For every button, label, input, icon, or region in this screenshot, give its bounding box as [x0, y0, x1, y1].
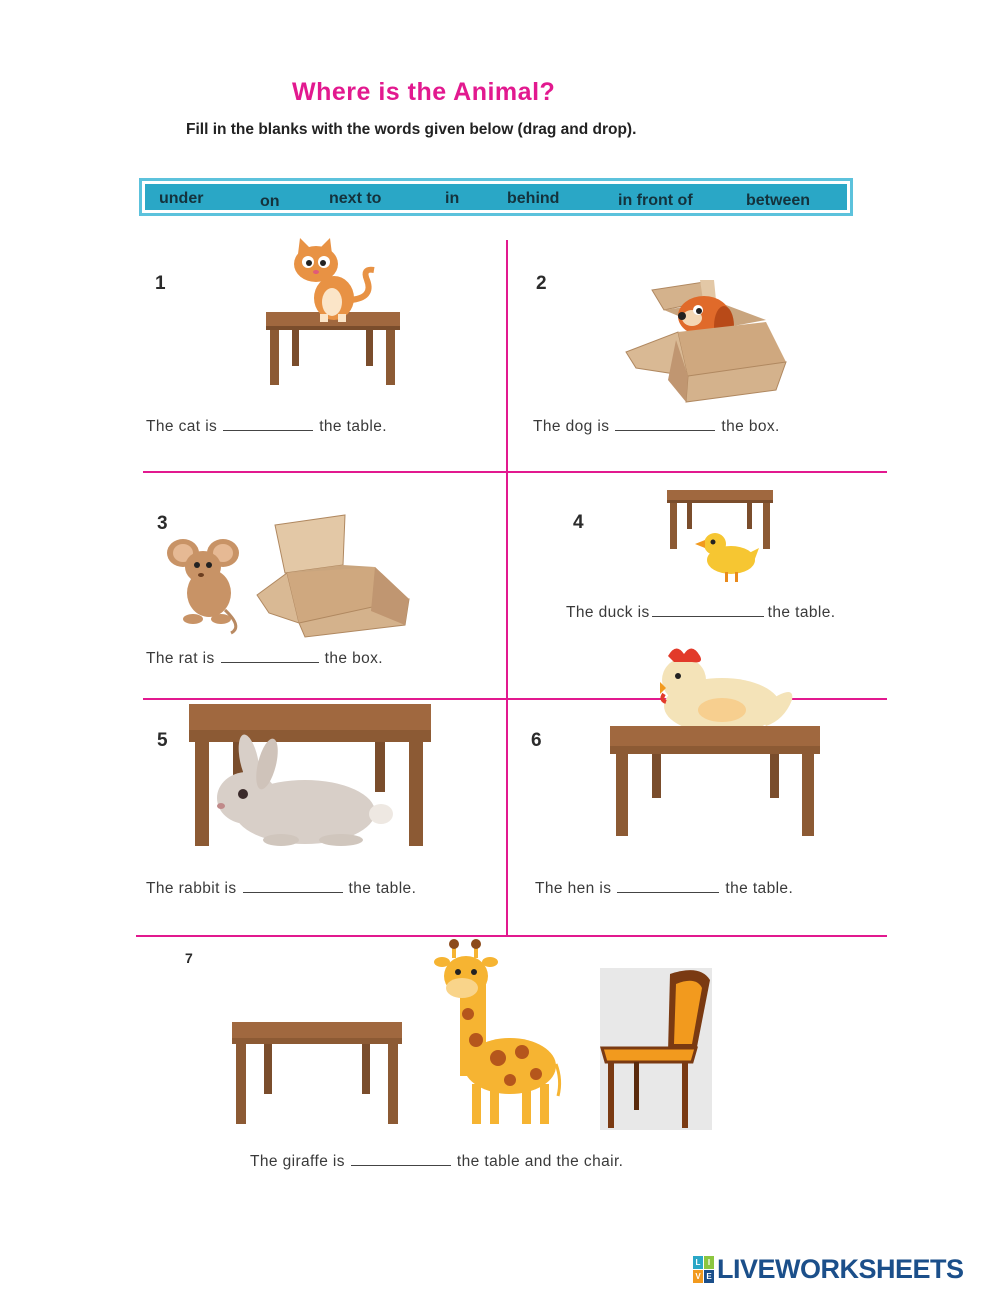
word-between[interactable]: between: [746, 192, 811, 209]
sentence-after: the box.: [721, 418, 780, 435]
sentence-4: [566, 602, 835, 622]
sentence-after: the table.: [348, 880, 417, 897]
exercise-number: 1: [155, 273, 166, 294]
answer-blank-2[interactable]: [615, 416, 715, 431]
sentence-before: The rat is: [146, 650, 215, 667]
grid-divider-1: [143, 471, 887, 473]
word-in-front-of[interactable]: in front of: [618, 192, 693, 209]
exercise-number: 3: [157, 513, 168, 534]
logo-mark-icon: L I V E: [693, 1256, 714, 1283]
grid-divider-3: [136, 935, 887, 937]
sentence-before: The duck is: [566, 604, 650, 621]
rabbit-under-table-illustration: [185, 702, 435, 852]
duck-under-table-illustration: [665, 488, 780, 588]
answer-blank-3[interactable]: [221, 648, 319, 663]
sentence-before: The giraffe is: [250, 1153, 345, 1170]
answer-blank-5[interactable]: [243, 878, 343, 893]
brand-name: LIVEWORKSHEETS: [717, 1253, 964, 1284]
exercise-number: 6: [531, 730, 542, 751]
exercise-number: 4: [573, 512, 584, 533]
sentence-after: the table.: [767, 604, 836, 621]
sentence-5: [146, 878, 416, 898]
sentence-7: [250, 1151, 623, 1171]
cat-on-table-illustration: [262, 240, 402, 390]
sentence-after: the box.: [324, 650, 383, 667]
exercise-number: 5: [157, 730, 168, 751]
dog-in-box-illustration: [626, 280, 791, 405]
liveworksheets-logo: [693, 1254, 964, 1284]
sentence-before: The dog is: [533, 418, 610, 435]
hen-on-table-illustration: [606, 640, 826, 840]
sentence-before: The rabbit is: [146, 880, 237, 897]
word-in[interactable]: in: [445, 190, 460, 207]
page-title: Where is the Animal?: [292, 78, 556, 106]
sentence-after: the table.: [319, 418, 387, 435]
word-under[interactable]: under: [159, 190, 204, 207]
answer-blank-7[interactable]: [351, 1151, 451, 1166]
sentence-before: The hen is: [535, 880, 612, 897]
sentence-3: [146, 648, 383, 668]
sentence-after: the table.: [725, 880, 794, 897]
rat-next-to-box-illustration: [165, 515, 415, 640]
grid-divider-vertical: [506, 240, 508, 937]
word-on[interactable]: on: [260, 193, 280, 210]
answer-blank-4[interactable]: [652, 602, 764, 617]
word-next-to[interactable]: next to: [329, 190, 382, 207]
sentence-after: the table and the chair.: [456, 1153, 624, 1170]
answer-blank-6[interactable]: [617, 878, 719, 893]
sentence-before: The cat is: [146, 418, 218, 435]
sentence-6: [535, 878, 793, 898]
word-bank: [139, 178, 853, 216]
instructions: Fill in the blanks with the words given below (drag and drop).: [186, 121, 637, 138]
word-behind[interactable]: behind: [507, 190, 560, 207]
sentence-2: [533, 416, 780, 436]
exercise-number: 7: [185, 950, 193, 966]
giraffe-between-illustration: [230, 940, 715, 1135]
answer-blank-1[interactable]: [223, 416, 313, 431]
exercise-number: 2: [536, 273, 547, 294]
sentence-1: [146, 416, 387, 436]
